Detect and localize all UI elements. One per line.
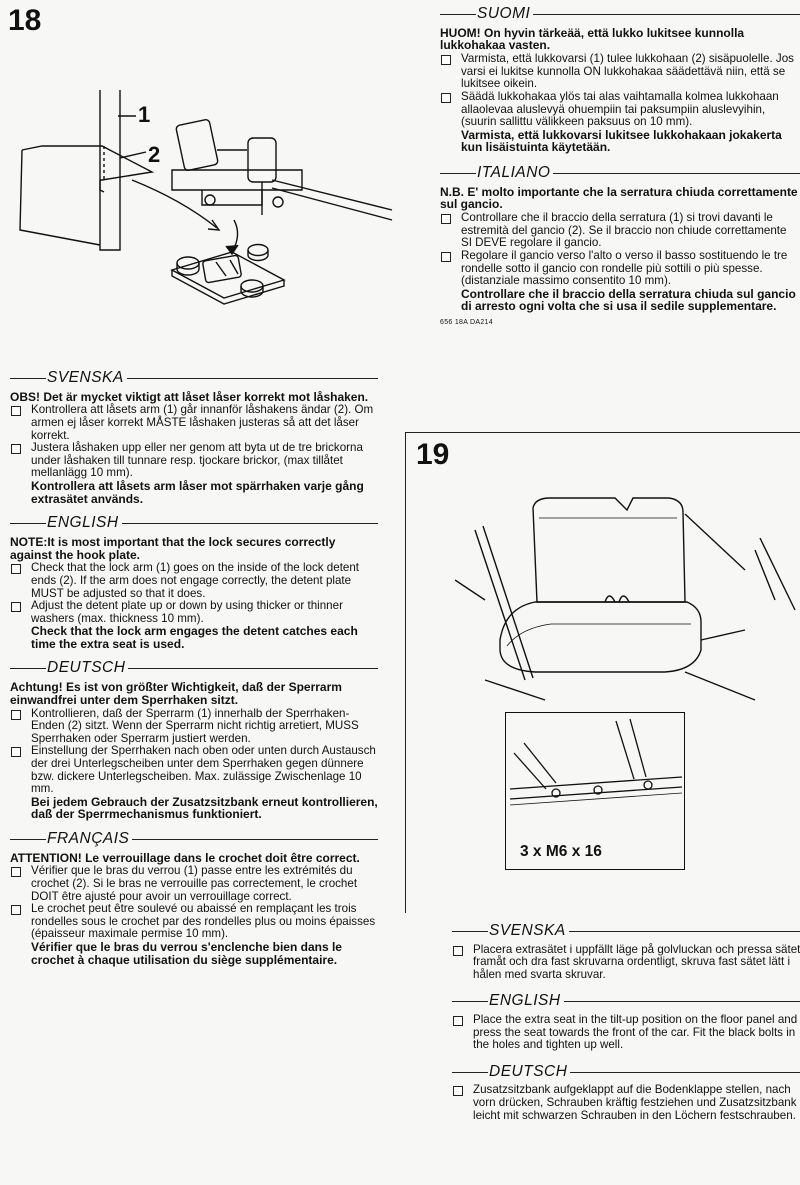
section-heading	[10, 369, 378, 386]
instruction-list	[10, 708, 378, 796]
language-heading: ENGLISH	[47, 514, 119, 532]
section-heading	[10, 659, 378, 677]
warning-text: OBS! Det är mycket viktigt att låset låser korrekt mot låshaken.	[10, 389, 369, 404]
list-item-text: Justera låshaken upp eller ner genom att byta ut de tre brickorna under låshaken till tunnare resp. tjockare brickor, (max tillåtet mellanlägg 10 mm).	[31, 441, 363, 480]
instruction-list	[452, 1084, 800, 1122]
instruction-list	[452, 1014, 800, 1052]
check-note: Bei jedem Gebrauch der Zusatzsitzbank erneut kontrollieren, daß der Sperrmechanismus funktioniert.	[31, 794, 378, 822]
instruction-list	[10, 562, 378, 625]
heading-rule	[452, 931, 488, 932]
language-heading: FRANÇAIS	[47, 830, 130, 848]
right-column-top	[440, 5, 800, 329]
left-column	[10, 369, 378, 976]
section-heading	[452, 992, 800, 1010]
heading-rule	[128, 668, 378, 669]
language-heading: SUOMI	[477, 5, 531, 22]
list-item-text: Kontrollieren, daß der Sperrarm (1) innerhalb der Sperrhaken-Enden (2) sitzt. Wenn der Sperrarm nicht richtig arretiert, MUSS Sperrhaken oder Sperrarm justiert werden.	[31, 706, 359, 745]
callout-1: 1	[138, 102, 151, 127]
section-heading	[452, 1062, 800, 1080]
checkbox-icon	[453, 1086, 463, 1096]
list-item-text: Zusatzsitzbank aufgeklappt auf die Bodenklappe stellen, nach vorn drücken, Schrauben kräftig festziehen und Zusatzsitzbank leicht mit schwarzen Schrauben in den Löchern festschrauben.	[473, 1083, 797, 1122]
heading-rule	[440, 14, 476, 15]
page-number-19: 19	[416, 438, 450, 471]
section-svenska-19	[452, 922, 800, 981]
heading-rule	[570, 1072, 800, 1073]
section-english-19	[452, 992, 800, 1052]
list-item	[440, 53, 800, 91]
language-heading: ENGLISH	[489, 992, 561, 1010]
bolts-inset	[505, 712, 685, 870]
check-note: Controllare che il braccio della serratura chiuda sul gancio di arresto ogni volta che si usa il sedile supplementare.	[461, 286, 796, 314]
check-note: Varmista, että lukkovarsi lukitsee lukkohakaan jokakerta kun lisäistuinta käytetään.	[461, 127, 782, 155]
language-heading: SVENSKA	[489, 922, 566, 939]
heading-rule	[10, 523, 46, 524]
check-note: Kontrollera att låsets arm låser mot spärrhaken varje gång extrasätet används.	[31, 478, 364, 506]
checkbox-icon	[11, 444, 21, 454]
list-item	[10, 562, 378, 600]
checkbox-icon	[441, 55, 451, 65]
section-heading	[440, 5, 800, 22]
section-english	[10, 514, 378, 651]
instruction-list	[452, 944, 800, 982]
section-deutsch-19	[452, 1062, 800, 1122]
lock-detent-illustration	[12, 80, 397, 312]
check-note: Check that the lock arm engages the detent catches each time the extra seat is used.	[31, 624, 358, 651]
heading-rule	[452, 1072, 488, 1073]
heading-rule	[553, 173, 800, 174]
list-item	[452, 1014, 800, 1052]
list-item	[440, 91, 800, 129]
list-item	[452, 944, 800, 982]
warning-text: NOTE:It is most important that the lock secures correctly against the hook plate.	[10, 534, 336, 562]
list-item	[10, 865, 378, 903]
checkbox-icon	[441, 93, 451, 103]
heading-rule	[440, 173, 476, 174]
list-item	[10, 745, 378, 795]
instruction-list	[440, 53, 800, 129]
instruction-list	[10, 404, 378, 480]
list-item-text: Varmista, että lukkovarsi (1) tulee lukkohaan (2) sisäpuolelle. Jos varsi ei lukitse kunnolla ON lukkohakaa säädettävä niin, että se lukitsee oikein.	[461, 52, 794, 91]
list-item-text: Controllare che il braccio della serratura (1) si trovi davanti le estremità del gancio (2). Se il braccio non chiude correttamente SI DEVE regolare il gancio.	[461, 211, 787, 250]
checkbox-icon	[11, 406, 21, 416]
heading-rule	[10, 839, 46, 840]
heading-rule	[10, 378, 46, 379]
warning-text: Achtung! Es ist von größter Wichtigkeit, daß der Sperrarm einwandfrei unter dem Sperrhaken sitzt.	[10, 680, 342, 707]
warning-text: HUOM! On hyvin tärkeää, että lukko lukitsee kunnolla lukkohakaa vasten.	[440, 25, 745, 53]
list-item	[452, 1084, 800, 1122]
list-item	[440, 212, 800, 250]
section-heading	[440, 163, 800, 181]
warning-text: N.B. E' molto importante che la serratura chiuda correttamente sul gancio.	[440, 184, 798, 212]
checkbox-icon	[11, 905, 21, 915]
part-code: 656 18A DA214	[440, 318, 493, 326]
list-item	[440, 250, 800, 288]
list-item	[10, 404, 378, 442]
section-deutsch	[10, 659, 378, 822]
callout-2: 2	[148, 142, 161, 167]
list-item	[10, 442, 378, 480]
list-item	[10, 903, 378, 941]
section-heading	[452, 922, 800, 939]
section-heading	[10, 514, 378, 532]
list-item-text: Le crochet peut être soulevé ou abaissé en remplaçant les trois rondelles sous le crochet par des rondelles plus ou moins épaisses (épaisseur maximale permise 10 mm).	[31, 902, 376, 941]
list-item-text: Säädä lukkohakaa ylös tai alas vaihtamalla kolmea lukkohaan allaolevaa aluslevyä ohuempiin tai paksumpiin aluslevyihin, (suurin sallittu välikkeen paksuus on 10 mm).	[461, 89, 779, 129]
list-item-text: Placera extrasätet i uppfällt läge på golvluckan och pressa sätet framåt och dra fast skruvarna ordentligt, skruva fast sätet lätt i hålen med svarta skruvar.	[473, 942, 800, 981]
extra-seat-illustration	[455, 490, 800, 710]
checkbox-icon	[11, 564, 21, 574]
heading-rule	[564, 1001, 800, 1002]
checkbox-icon	[11, 710, 21, 720]
checkbox-icon	[441, 252, 451, 262]
language-heading: DEUTSCH	[47, 659, 126, 677]
checkbox-icon	[453, 1016, 463, 1026]
list-item	[10, 708, 378, 746]
heading-rule	[127, 378, 378, 379]
instruction-list	[440, 212, 800, 288]
heading-rule	[122, 523, 378, 524]
heading-rule	[10, 668, 46, 669]
checkbox-icon	[441, 214, 451, 224]
language-heading: SVENSKA	[47, 369, 124, 386]
bolt-spec-label: 3 x M6 x 16	[520, 843, 602, 860]
heading-rule	[533, 14, 800, 15]
heading-rule	[452, 1001, 488, 1002]
language-heading: DEUTSCH	[489, 1062, 568, 1080]
section-italiano	[440, 163, 800, 314]
instruction-list	[10, 865, 378, 941]
list-item-text: Place the extra seat in the tilt-up position on the floor panel and press the seat towards the front of the car. Fit the black bolts in the holes and tighten up well.	[473, 1012, 798, 1052]
list-item-text: Einstellung der Sperrhaken nach oben oder unten durch Austausch der drei Unterlegscheiben unter dem Sperrhaken gegen dünnere bzw. dickere Unterlegscheiben. Max. zulässige Zwischenlage 10 mm.	[31, 744, 376, 796]
list-item-text: Regolare il gancio verso l'alto o verso il basso sostituendo le tre rondelle sotto il gancio con rondelle più sottili o più spesse. (distanziale massimo consentito 10 mm).	[461, 248, 788, 288]
list-item-text: Vérifier que le bras du verrou (1) passe entre les extrémités du crochet (2). Si le bras ne verrouille pas correctement, le crochet DOIT être ajusté pour avoir un verrouillage correct.	[31, 864, 358, 903]
section-svenska	[10, 369, 378, 506]
list-item-text: Check that the lock arm (1) goes on the inside of the lock detent ends (2). If the arm does not engage correctly, the detent plate MUST be adjusted so that it does.	[31, 561, 360, 600]
section-suomi	[440, 5, 800, 155]
heading-rule	[569, 931, 800, 932]
checkbox-icon	[11, 747, 21, 757]
page-number-18: 18	[8, 4, 42, 37]
section-francais	[10, 830, 378, 967]
warning-text: ATTENTION! Le verrouillage dans le crochet doit être correct.	[10, 850, 360, 865]
heading-rule	[132, 839, 378, 840]
language-heading: ITALIANO	[477, 163, 551, 181]
checkbox-icon	[11, 867, 21, 877]
checkbox-icon	[11, 602, 21, 612]
checkbox-icon	[453, 946, 463, 956]
right-column-bottom	[452, 922, 800, 1132]
check-note: Vérifier que le bras du verrou s'enclenche bien dans le crochet à chaque utilisation du siège supplémentaire.	[31, 939, 342, 967]
section-heading	[10, 830, 378, 848]
list-item	[10, 600, 378, 625]
list-item-text: Adjust the detent plate up or down by using thicker or thinner washers (max. thickness 10 mm).	[31, 599, 343, 625]
list-item-text: Kontrollera att låsets arm (1) går innanför låshakens ändar (2). Om armen ej låser korrekt MÅSTE låshaken justeras så att det låser korrekt.	[31, 403, 374, 442]
